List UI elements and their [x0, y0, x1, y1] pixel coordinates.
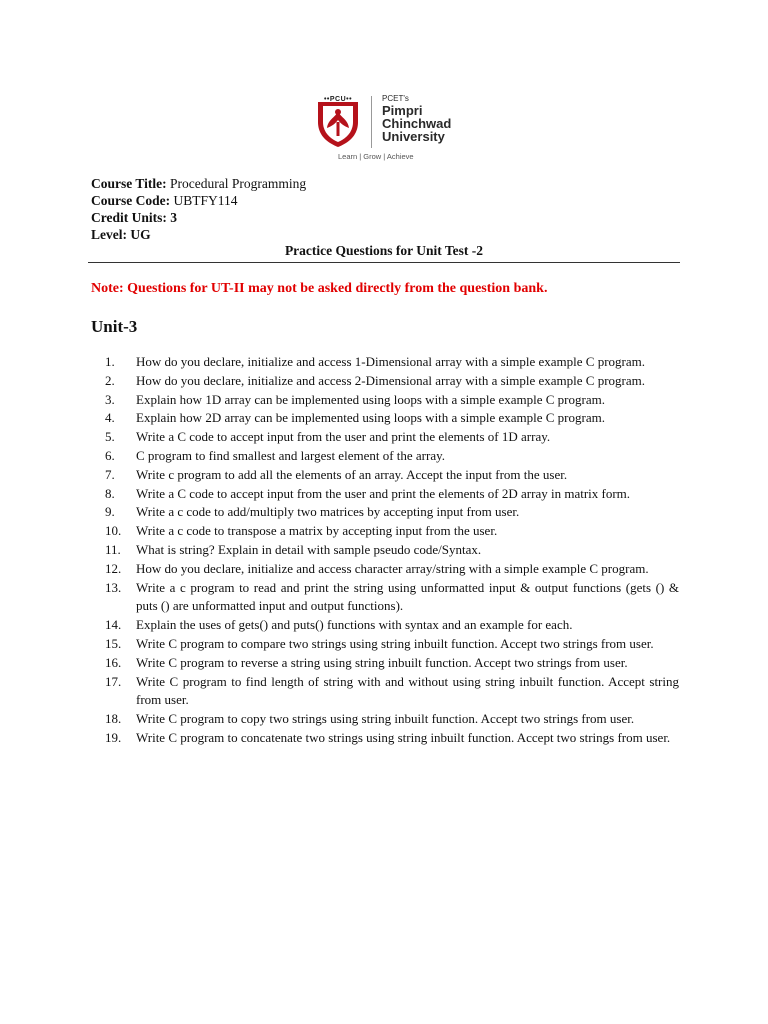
question-number: 4.: [105, 410, 115, 426]
question-number: 17.: [105, 673, 122, 689]
question-number: 12.: [105, 560, 122, 576]
question-number: 15.: [105, 635, 122, 651]
list-item: [105, 391, 679, 410]
level-row: [91, 226, 306, 243]
list-item: [105, 654, 679, 673]
question-text: Write a C code to accept input from the user and print the elements of 1D array.: [136, 429, 551, 445]
question-number: 6.: [105, 447, 115, 463]
question-list: [105, 353, 679, 748]
question-text: Write a c program to read and print the string using unformatted input & output functions (gets () & puts () are unformatted input and output functions).: [136, 579, 679, 614]
question-text: Write C program to reverse a string using string inbuilt function. Accept two strings from user.: [136, 654, 628, 670]
question-number: 19.: [105, 729, 122, 745]
question-number: 11.: [105, 541, 121, 557]
question-number: 3.: [105, 391, 115, 407]
credit-units-value: 3: [170, 210, 177, 225]
list-item: [105, 353, 679, 372]
list-item: [105, 710, 679, 729]
list-item: [105, 466, 679, 485]
list-item: [105, 673, 679, 711]
question-text: How do you declare, initialize and access character array/string with a simple example C program.: [136, 560, 649, 576]
question-text: Explain the uses of gets() and puts() functions with syntax and an example for each.: [136, 617, 573, 633]
question-text: Write c program to add all the elements of an array. Accept the input from the user.: [136, 466, 568, 482]
list-item: [105, 635, 679, 654]
list-item: [105, 541, 679, 560]
brand-line-2: Chinchwad: [382, 116, 452, 131]
logo-tagline: Learn | Grow | Achieve: [338, 152, 414, 161]
question-text: Explain how 2D array can be implemented using loops with a simple example C program.: [136, 410, 605, 426]
note-text: Note: Questions for UT-II may not be asked directly from the question bank.: [91, 281, 548, 296]
page-heading: Practice Questions for Unit Test -2: [284, 243, 484, 258]
question-text: Write C program to find length of string with and without using string inbuilt function. Accept string from user.: [136, 673, 679, 708]
list-item: [105, 616, 679, 635]
brand-line-3: University: [382, 129, 445, 144]
university-logo: [314, 92, 464, 164]
course-title-row: [91, 175, 306, 192]
question-text: Write C program to compare two strings using string inbuilt function. Accept two strings from user.: [136, 635, 654, 651]
list-item: [105, 560, 679, 579]
level-label: Level:: [91, 227, 127, 242]
level-value: UG: [130, 227, 151, 242]
course-info: [91, 175, 306, 243]
question-number: 5.: [105, 429, 115, 445]
question-number: 14.: [105, 617, 122, 633]
question-number: 7.: [105, 466, 115, 482]
question-text: Explain how 1D array can be implemented using loops with a simple example C program.: [136, 391, 605, 407]
question-text: Write a C code to accept input from the user and print the elements of 2D array in matrix form.: [136, 485, 631, 501]
question-text: Write a c code to add/multiply two matrices by accepting input from user.: [136, 504, 520, 520]
brand-small-text: PCET's: [382, 94, 409, 103]
question-number: 10.: [105, 523, 122, 539]
list-item: [105, 447, 679, 466]
list-item: [105, 503, 679, 522]
university-name: [382, 94, 451, 143]
course-code-label: Course Code:: [91, 193, 171, 208]
credit-units-label: Credit Units:: [91, 210, 167, 225]
question-number: 13.: [105, 579, 122, 595]
course-title-label: Course Title:: [91, 176, 167, 191]
question-text: Write C program to concatenate two strings using string inbuilt function. Accept two strings from user.: [136, 729, 671, 745]
question-number: 16.: [105, 654, 122, 670]
question-number: 1.: [105, 354, 115, 369]
logo-divider: [371, 96, 372, 148]
unit-title: Unit-3: [91, 317, 138, 336]
question-number: 9.: [105, 504, 115, 520]
list-item: [105, 579, 679, 617]
question-number: 18.: [105, 711, 122, 727]
question-text: How do you declare, initialize and access 2-Dimensional array with a simple example C program.: [136, 372, 645, 388]
crest-label: ••PCU••: [323, 96, 353, 103]
course-code-row: [91, 192, 306, 209]
course-code-value: UBTFY114: [173, 193, 238, 208]
list-item: [105, 372, 679, 391]
question-number: 8.: [105, 485, 115, 501]
course-title-value: Procedural Programming: [170, 176, 307, 191]
list-item: [105, 729, 679, 748]
question-number: 2.: [105, 372, 115, 388]
list-item: [105, 485, 679, 504]
question-text: Write C program to copy two strings using string inbuilt function. Accept two strings from user.: [136, 711, 635, 727]
list-item: [105, 522, 679, 541]
horizontal-rule: [88, 262, 680, 263]
list-item: [105, 409, 679, 428]
question-text: Write a c code to transpose a matrix by accepting input from the user.: [136, 523, 498, 539]
credit-units-row: [91, 209, 306, 226]
brand-line-1: Pimpri: [382, 103, 423, 118]
question-text: How do you declare, initialize and access 1-Dimensional array with a simple example C program.: [136, 354, 645, 369]
question-text: C program to find smallest and largest element of the array.: [136, 447, 446, 463]
list-item: [105, 428, 679, 447]
question-text: What is string? Explain in detail with sample pseudo code/Syntax.: [136, 541, 482, 557]
